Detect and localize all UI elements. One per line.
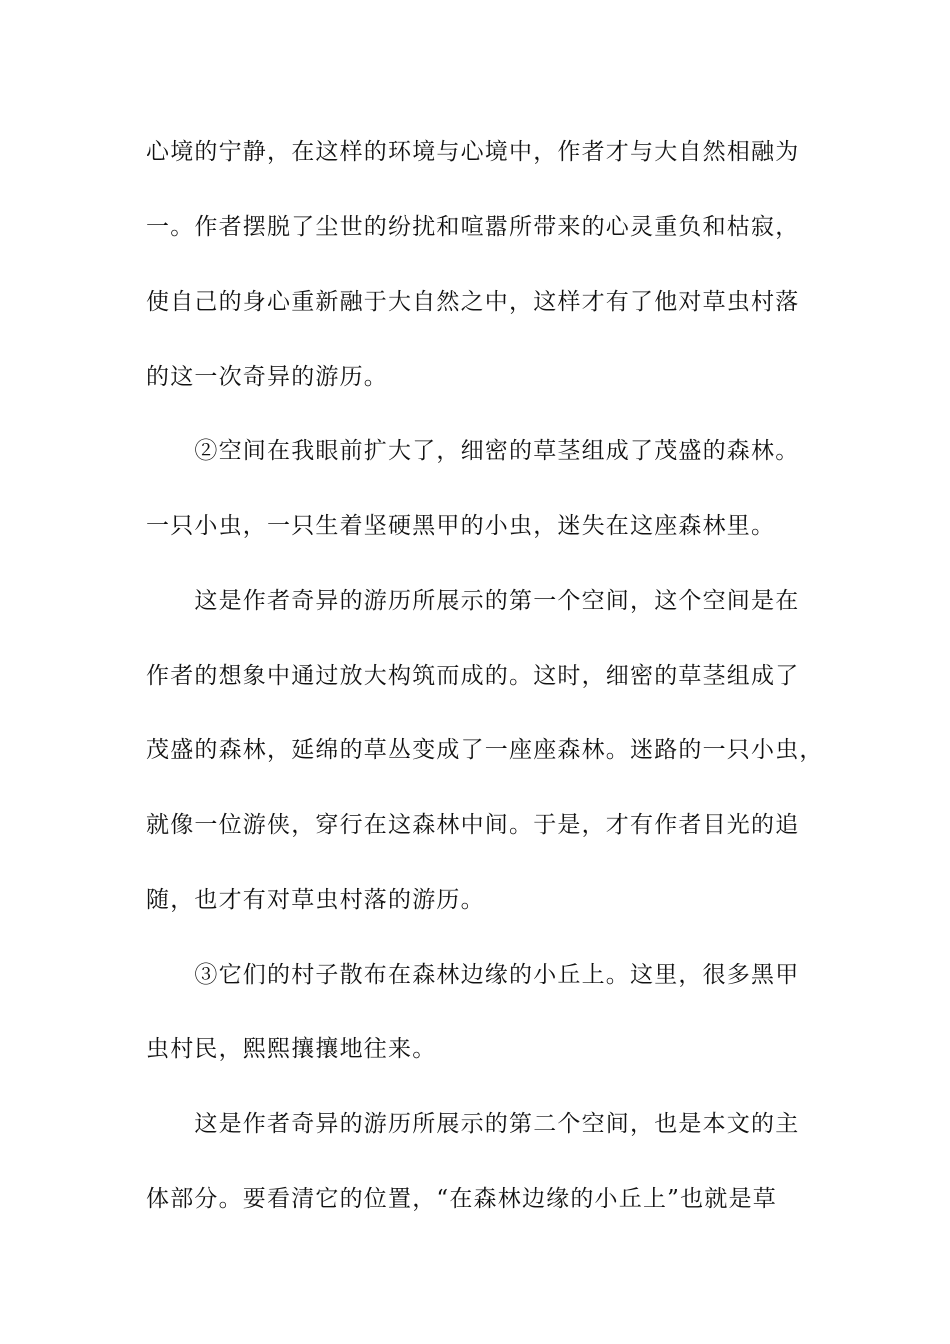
text-line: 一只小虫，一只生着坚硬黑甲的小虫，迷失在这座森林里。 bbox=[146, 513, 776, 539]
text-line: 体部分。要看清它的位置，“在森林边缘的小丘上”也就是草 bbox=[146, 1186, 777, 1212]
text-line: 茂盛的森林，延绵的草丛变成了一座座森林。迷路的一只小虫， bbox=[146, 737, 824, 763]
text-line: 这是作者奇异的游历所展示的第一个空间，这个空间是在 bbox=[146, 588, 800, 614]
text-line: 虫村民，熙熙攘攘地往来。 bbox=[146, 1036, 437, 1062]
text-line: 作者的想象中通过放大构筑而成的。这时，细密的草茎组成了 bbox=[146, 663, 800, 689]
text-line: ③它们的村子散布在森林边缘的小丘上。这里，很多黑甲 bbox=[146, 962, 800, 988]
text-line: 这是作者奇异的游历所展示的第二个空间，也是本文的主 bbox=[146, 1111, 800, 1137]
text-line: 随，也才有对草虫村落的游历。 bbox=[146, 887, 485, 913]
text-line: 心境的宁静，在这样的环境与心境中，作者才与大自然相融为 bbox=[146, 139, 800, 165]
text-line: ②空间在我眼前扩大了，细密的草茎组成了茂盛的森林。 bbox=[146, 438, 800, 464]
text-line: 就像一位游侠，穿行在这森林中间。于是，才有作者目光的追 bbox=[146, 812, 800, 838]
text-line: 的这一次奇异的游历。 bbox=[146, 364, 388, 390]
text-line: 使自己的身心重新融于大自然之中，这样才有了他对草虫村落 bbox=[146, 289, 800, 315]
text-line: 一。作者摆脱了尘世的纷扰和喧嚣所带来的心灵重负和枯寂， bbox=[146, 214, 800, 240]
